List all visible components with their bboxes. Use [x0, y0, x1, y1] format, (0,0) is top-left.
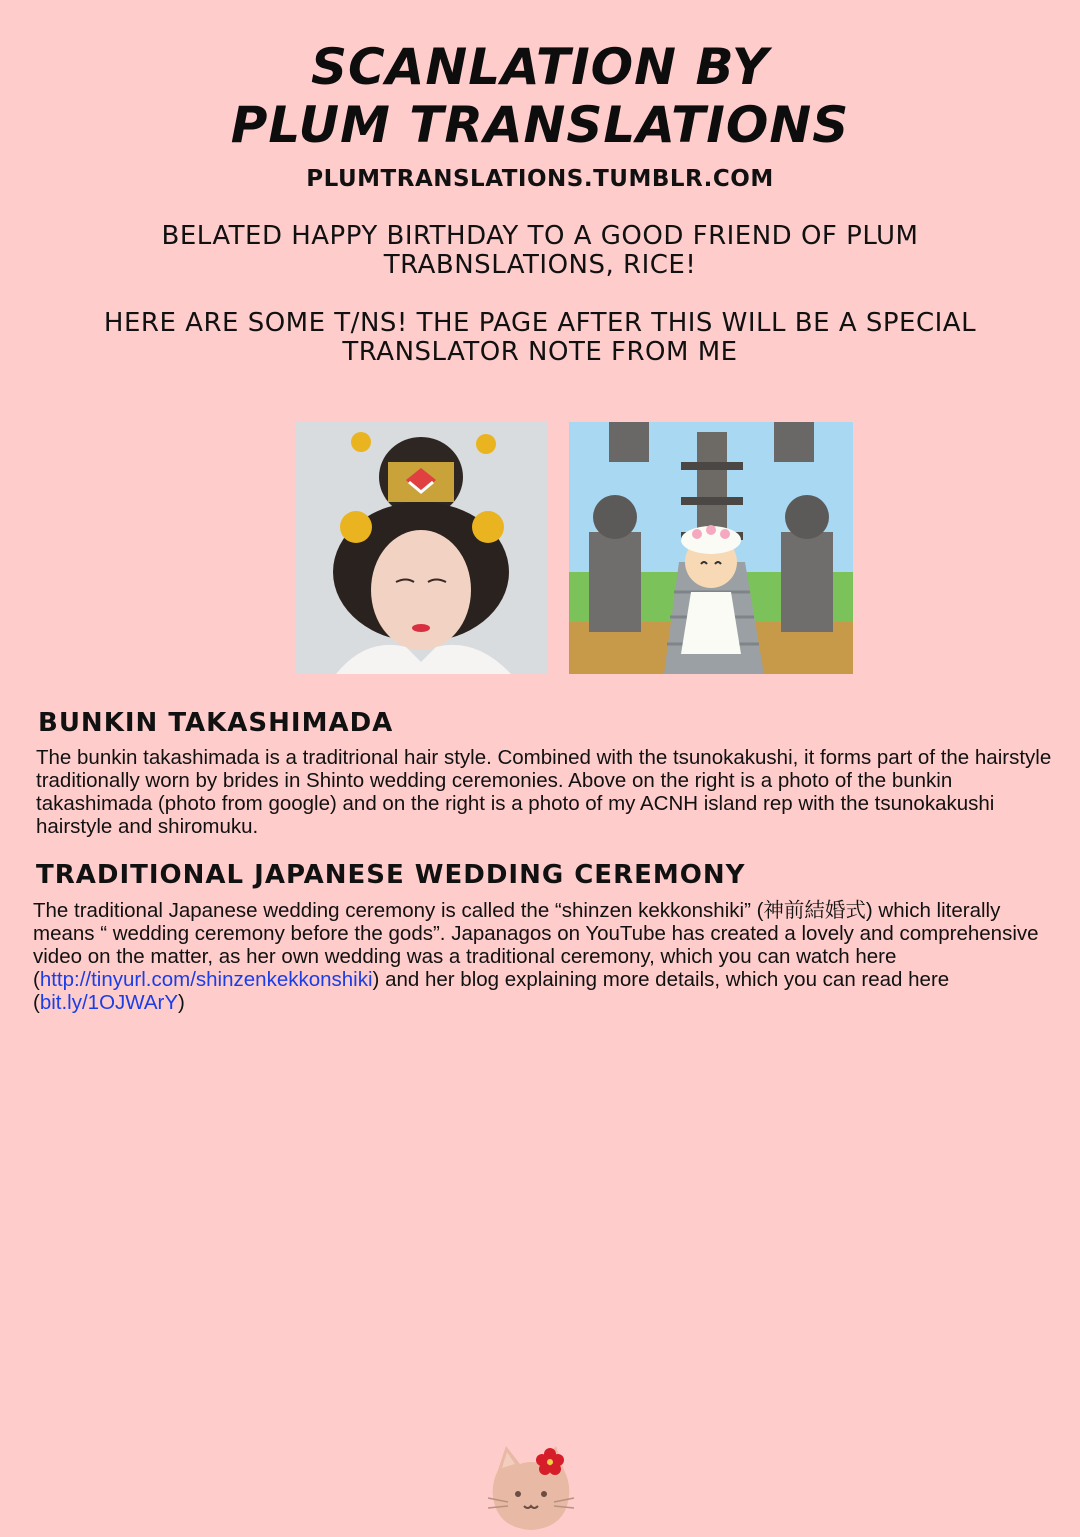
birthday-message: BELATED HAPPY BIRTHDAY TO A GOOD FRIEND OF PLUM TRABNSLATIONS, RICE!	[161, 221, 919, 280]
notes-message: HERE ARE SOME T/NS! THE PAGE AFTER THIS WILL BE A SPECIAL TRANSLATOR NOTE FROM ME	[103, 308, 977, 367]
section-body-bunkin: The bunkin takashimada is a traditrional hair style. Combined with the tsunokakushi, it forms part of the hairstyle traditionally worn by brides in Shinto wedding ceremonies. Above on the right is a photo of the bunkin takashimada (photo from google) and on the right is a photo of my ACNH island rep with the tsunokakushi hairstyle and shiromuku.	[36, 746, 1052, 838]
wedding-text-3: )	[178, 991, 185, 1014]
title-line-1: SCANLATION BY	[310, 38, 770, 96]
title-line-2: PLUM TRANSLATIONS	[230, 96, 850, 154]
section-heading-bunkin: BUNKIN TAKASHIMADA	[38, 708, 394, 738]
section-heading-wedding: TRADITIONAL JAPANESE WEDDING CEREMONY	[36, 860, 746, 890]
wedding-text-2: ) and her blog explaining more details, which you can read here (	[33, 968, 950, 1014]
plum-cat-logo	[484, 1442, 578, 1532]
bitly-link[interactable]: bit.ly/1OJWArY	[39, 991, 179, 1014]
tinyurl-link[interactable]: http://tinyurl.com/shinzenkekkonshiki	[39, 968, 373, 991]
bride-photo	[296, 422, 547, 674]
section-body-wedding	[33, 899, 1063, 1014]
site-url[interactable]: PLUMTRANSLATIONS.TUMBLR.COM	[306, 166, 774, 192]
wedding-text-1: The traditional Japanese wedding ceremony is called the “shinzen kekkonshiki” (神前結婚式) which literally means “ wedding ceremony before the gods”. Japanagos on YouTube has created a lovely and comprehensive video on the matter, as her own wedding was a traditional ceremony, which you can watch here (	[33, 899, 1039, 991]
page-title	[0, 38, 1080, 154]
acnh-bride-screenshot	[569, 422, 853, 674]
